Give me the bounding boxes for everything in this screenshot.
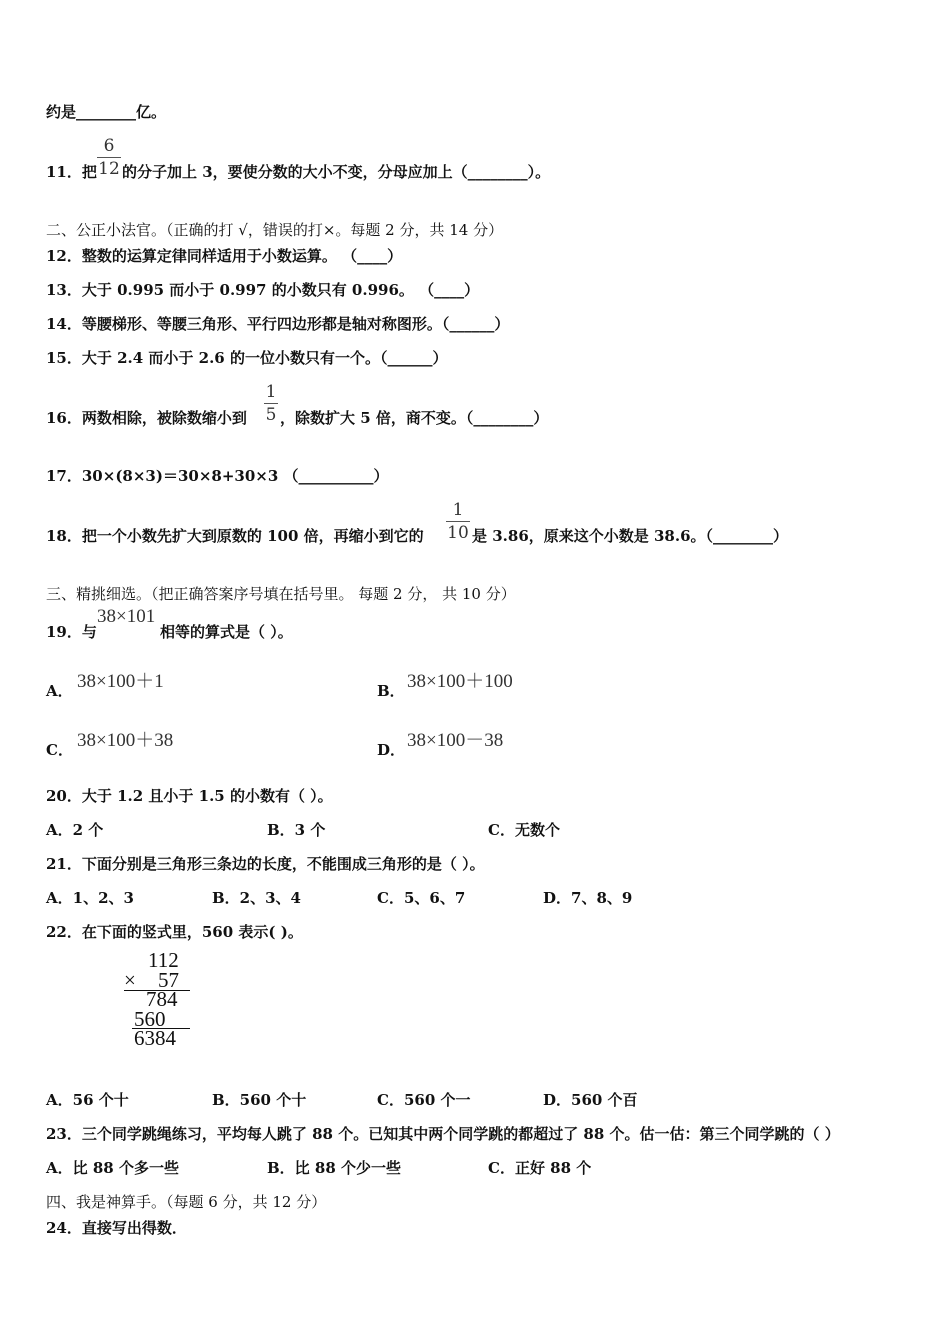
q18-fraction bbox=[446, 500, 470, 543]
q17: 17．30×(8×3)＝30×8+30×3 （__________） bbox=[46, 467, 389, 485]
q11-prefix: 11．把 bbox=[46, 163, 97, 181]
q16-fraction bbox=[264, 382, 278, 425]
calc-times-sign: × bbox=[124, 968, 136, 992]
q13: 13．大于 0.995 而小于 0.997 的小数只有 0.996。 （____） bbox=[46, 281, 480, 299]
q21: 21．下面分别是三角形三条边的长度，不能围成三角形的是（ ）。 bbox=[46, 855, 485, 873]
q20-option-c: C．无数个 bbox=[488, 821, 560, 839]
q19-option-a-label: A． bbox=[46, 682, 73, 700]
calc-partial-1: 784 bbox=[146, 987, 178, 1011]
q21-option-b: B．2、3、4 bbox=[212, 889, 301, 907]
q23-option-b: B．比 88 个少一些 bbox=[267, 1159, 401, 1177]
q14: 14．等腰梯形、等腰三角形、平行四边形都是轴对称图形。（______） bbox=[46, 315, 510, 333]
calc-multiplicand: 112 bbox=[148, 948, 179, 972]
section-2-heading: 二、公正小法官。（正确的打 √，错误的打×。每题 2 分，共 14 分） bbox=[46, 221, 504, 239]
q19-option-d-label: D． bbox=[377, 741, 406, 759]
q23-option-c: C．正好 88 个 bbox=[488, 1159, 592, 1177]
q11-fraction bbox=[97, 136, 121, 179]
q22-option-b: B．560 个十 bbox=[212, 1091, 307, 1109]
q19-option-a-expr: 38×100＋1 bbox=[77, 671, 164, 692]
q11-text: 的分子加上 3，要使分数的大小不变，分母应加上（________）。 bbox=[122, 163, 551, 181]
q20: 20．大于 1.2 且小于 1.5 的小数有（ ）。 bbox=[46, 787, 333, 805]
q20-option-a: A．2 个 bbox=[46, 821, 104, 839]
q16-numerator: 1 bbox=[265, 382, 277, 402]
q23-option-a: A．比 88 个多一些 bbox=[46, 1159, 179, 1177]
calc-product: 6384 bbox=[134, 1026, 176, 1050]
q18-denominator: 10 bbox=[447, 523, 469, 543]
q16-text: ，除数扩大 5 倍，商不变。（________） bbox=[280, 409, 549, 427]
q18-text: 是 3.86，原来这个小数是 38.6。（________） bbox=[472, 527, 789, 545]
vertical-multiplication bbox=[120, 948, 200, 1048]
q19-prefix: 19．与 bbox=[46, 623, 97, 641]
q19-option-c-label: C． bbox=[46, 741, 73, 759]
q22-option-c: C．560 个一 bbox=[377, 1091, 471, 1109]
q18-numerator: 1 bbox=[452, 500, 464, 520]
q15: 15．大于 2.4 而小于 2.6 的一位小数只有一个。（______） bbox=[46, 349, 448, 367]
section-3-heading: 三、精挑细选。（把正确答案序号填在括号里。 每题 2 分， 共 10 分） bbox=[46, 585, 516, 603]
q12: 12．整数的运算定律同样适用于小数运算。 （____） bbox=[46, 247, 403, 265]
q11-numerator: 6 bbox=[103, 136, 115, 156]
q20-option-b: B．3 个 bbox=[267, 821, 326, 839]
q22: 22．在下面的竖式里，560 表示( )。 bbox=[46, 923, 303, 941]
calc-multiplier: 57 bbox=[158, 968, 179, 992]
q22-option-d: D．560 个百 bbox=[543, 1091, 638, 1109]
q19-option-b-expr: 38×100＋100 bbox=[407, 671, 513, 692]
q19-option-d-expr: 38×100－38 bbox=[407, 730, 504, 751]
q19-option-c-expr: 38×100＋38 bbox=[77, 730, 174, 751]
q21-option-c: C．5、6、7 bbox=[377, 889, 466, 907]
section-4-heading: 四、我是神算手。（每题 6 分，共 12 分） bbox=[46, 1193, 327, 1211]
q10-tail: 约是________亿。 bbox=[46, 103, 167, 121]
q11-denominator: 12 bbox=[98, 159, 120, 179]
q22-option-a: A．56 个十 bbox=[46, 1091, 129, 1109]
q21-option-a: A．1、2、3 bbox=[46, 889, 134, 907]
q21-option-d: D．7、8、9 bbox=[543, 889, 633, 907]
q19-option-b-label: B． bbox=[377, 682, 405, 700]
q16-denominator: 5 bbox=[265, 405, 277, 425]
q24: 24．直接写出得数． bbox=[46, 1219, 187, 1237]
q19-expression: 38×101 bbox=[97, 606, 156, 627]
calc-partial-2: 560 bbox=[134, 1007, 166, 1031]
q18-prefix: 18．把一个小数先扩大到原数的 100 倍，再缩小到它的 bbox=[46, 527, 424, 545]
q23: 23．三个同学跳绳练习，平均每人跳了 88 个。已知其中两个同学跳的都超过了 88 个。估一估：第三个同学跳的（ ） bbox=[46, 1125, 840, 1143]
q19-text: 相等的算式是（ ）。 bbox=[160, 623, 293, 641]
q16-prefix: 16．两数相除，被除数缩小到 bbox=[46, 409, 247, 427]
